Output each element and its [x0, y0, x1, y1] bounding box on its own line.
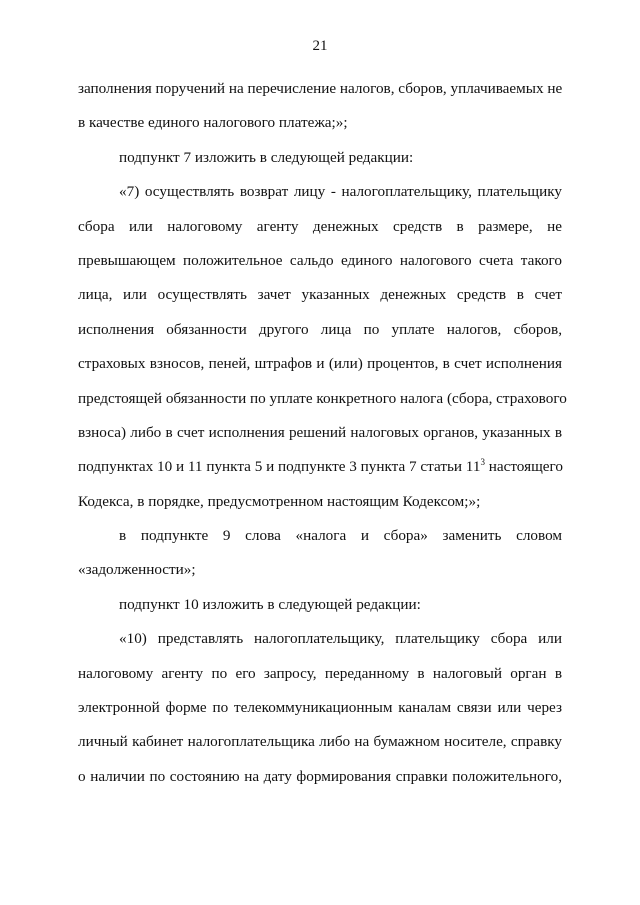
text-line-content: Кодекса, в порядке, предусмотренном настоящим Кодексом;»; [78, 492, 481, 510]
text-line-content: исполнения обязанности другого лица по уплате налогов, сборов, [78, 320, 562, 338]
text-line [78, 347, 562, 381]
text-line [78, 313, 562, 347]
text-line [78, 175, 562, 209]
text-line-content: подпункт 7 изложить в следующей редакции: [119, 148, 414, 166]
text-line-content: «7) осуществлять возврат лицу - налогоплательщику, плательщику [119, 183, 562, 201]
text-line-content: налоговому агенту по его запросу, переданному в налоговый орган в [78, 664, 562, 682]
text-line-content: личный кабинет налогоплательщика либо на бумажном носителе, справку [78, 733, 562, 751]
superscript: 3 [480, 457, 485, 468]
page-number: 21 [312, 38, 328, 54]
text-line [78, 519, 562, 553]
text-line [78, 725, 562, 759]
text-line [78, 278, 562, 312]
text-line-tail: настоящего [484, 458, 563, 476]
text-line [78, 485, 562, 519]
text-line [78, 657, 562, 691]
text-line [78, 588, 562, 622]
text-line [78, 106, 562, 140]
text-line-content: в качестве единого налогового платежа;»; [78, 114, 348, 132]
text-line [78, 760, 562, 794]
text-line [78, 416, 562, 450]
text-line-content: заполнения поручений на перечисление налогов, сборов, уплачиваемых не [78, 80, 563, 97]
document-body [78, 72, 567, 794]
text-line-content: взноса) либо в счет исполнения решений налоговых органов, указанных в [78, 423, 562, 441]
text-line-content: страховых взносов, пеней, штрафов и (или) процентов, в счет исполнения [78, 355, 562, 373]
text-line-content: предстоящей обязанности по уплате конкретного налога (сбора, страхового [78, 389, 567, 407]
text-line [78, 622, 562, 656]
text-line-content: лица, или осуществлять зачет указанных денежных средств в счет [78, 286, 562, 304]
text-line-content: «10) представлять налогоплательщику, плательщику сбора или [119, 630, 562, 648]
text-line [78, 382, 567, 416]
text-line-content: электронной форме по телекоммуникационным каналам связи или через [78, 699, 562, 717]
text-line [78, 141, 562, 175]
text-line-content: подпунктах 10 и 11 пункта 5 и подпункте 3 пункта 7 статьи 11 [78, 458, 481, 476]
text-line [78, 450, 562, 484]
text-line [78, 72, 562, 106]
text-line-content: сбора или налоговому агенту денежных средств в размере, не [78, 217, 562, 235]
text-line-content: превышающем положительное сальдо единого налогового счета такого [78, 251, 562, 269]
text-line-content: подпункт 10 изложить в следующей редакции: [119, 595, 421, 613]
text-line-content: «задолженности»; [78, 561, 196, 579]
text-line [78, 553, 562, 587]
text-line [78, 691, 562, 725]
text-line [78, 210, 562, 244]
text-line [78, 244, 562, 278]
text-line-content: о наличии по состоянию на дату формирования справки положительного, [78, 767, 562, 785]
text-line-content: в подпункте 9 слова «налога и сбора» заменить словом [119, 527, 562, 545]
